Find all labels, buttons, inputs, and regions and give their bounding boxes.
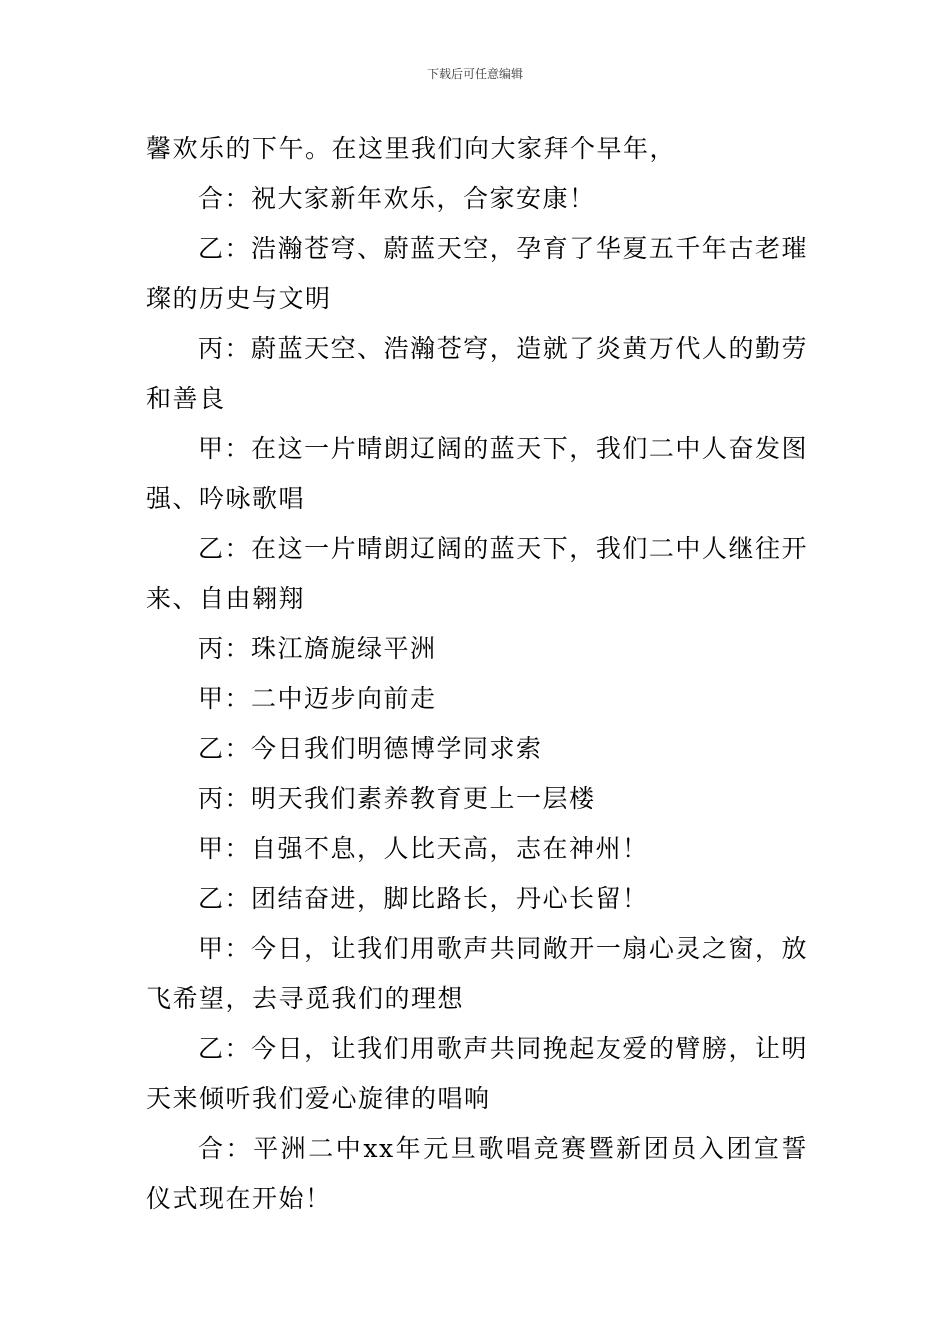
paragraph: 甲：在这一片晴朗辽阔的蓝天下，我们二中人奋发图强、吟咏歌唱: [146, 434, 808, 513]
page-header: 下载后可任意编辑: [426, 67, 523, 81]
paragraph: 甲：二中迈步向前走: [198, 684, 437, 713]
document-body: [146, 124, 808, 1224]
paragraph: 乙：在这一片晴朗辽阔的蓝天下，我们二中人继往开来、自由翱翔: [146, 534, 808, 613]
paragraph: 乙：今日我们明德博学同求索: [198, 734, 543, 763]
paragraph: 乙：浩瀚苍穹、蔚蓝天空，孕育了华夏五千年古老璀璨的历史与文明: [146, 234, 808, 313]
paragraph: 甲：今日，让我们用歌声共同敞开一扇心灵之窗，放飞希望，去寻觅我们的理想: [146, 934, 808, 1013]
paragraph: 丙：明天我们素养教育更上一层楼: [198, 784, 596, 813]
paragraph: 乙：今日，让我们用歌声共同挽起友爱的臂膀，让明天来倾听我们爱心旋律的唱响: [146, 1034, 808, 1113]
paragraph: 馨欢乐的下午。在这里我们向大家拜个早年，: [146, 134, 677, 163]
paragraph: 合：祝大家新年欢乐，合家安康！: [198, 184, 596, 213]
paragraph: 甲：自强不息，人比天高，志在神州！: [198, 834, 649, 863]
paragraph: 乙：团结奋进，脚比路长，丹心长留！: [198, 884, 649, 913]
paragraph: 合：平洲二中xx年元旦歌唱竞赛暨新团员入团宣誓仪式现在开始！: [146, 1134, 808, 1213]
paragraph: 丙：蔚蓝天空、浩瀚苍穹，造就了炎黄万代人的勤劳和善良: [146, 334, 808, 413]
paragraph: 丙：珠江旖旎绿平洲: [198, 634, 437, 663]
